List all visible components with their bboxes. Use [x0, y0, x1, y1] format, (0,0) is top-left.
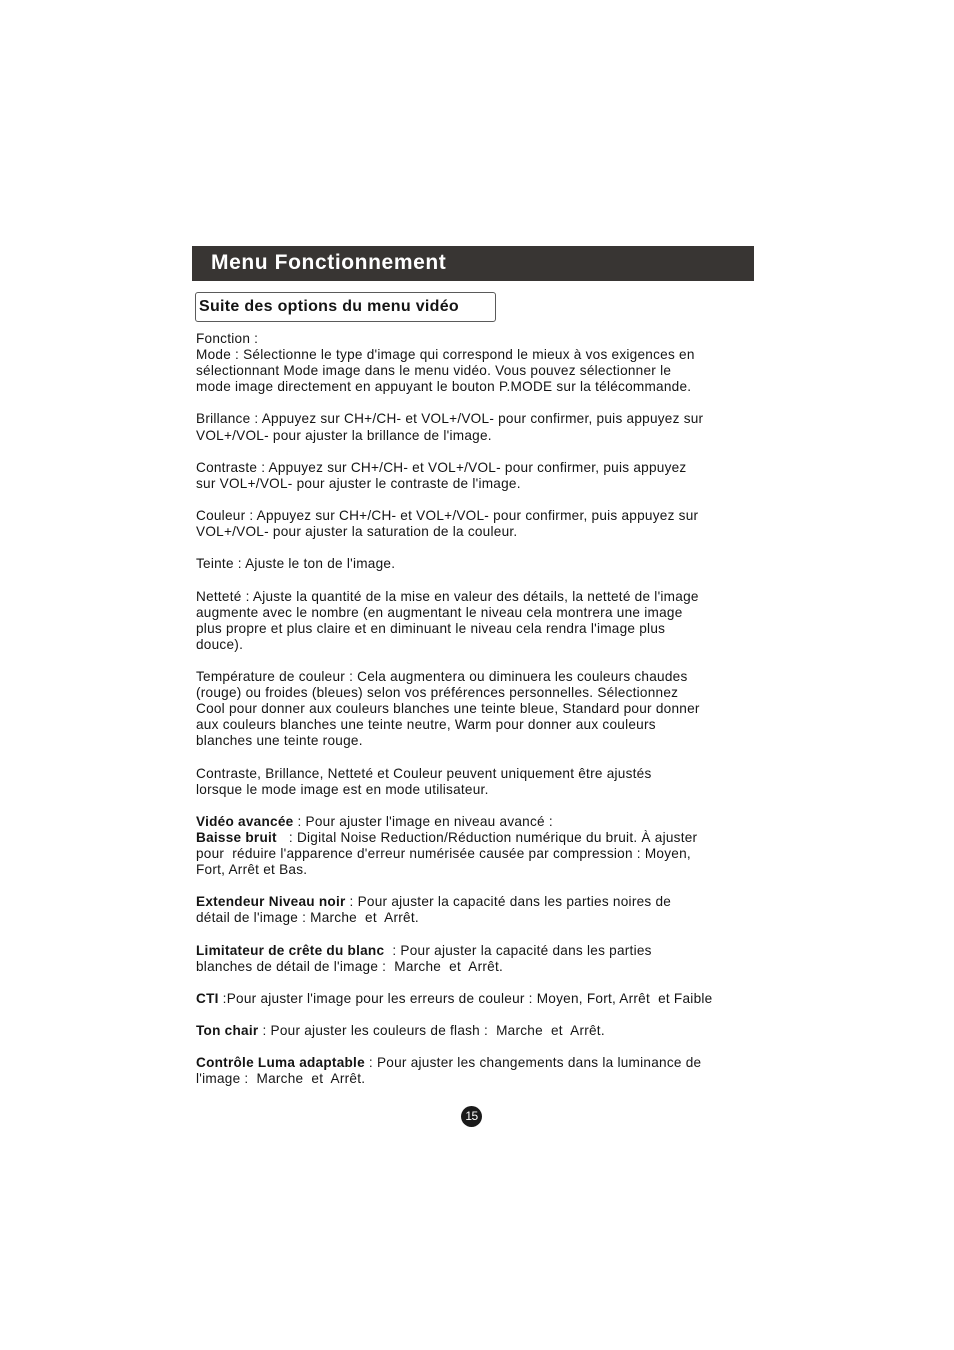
text-line: Fonction : — [196, 331, 259, 346]
paragraph-temperature — [196, 669, 771, 749]
section-header-bar — [192, 246, 754, 281]
text-line: Couleur : Appuyez sur CH+/CH- et VOL+/VOL- pour confirmer, puis appuyez sur — [196, 508, 699, 524]
text-line: Contraste, Brillance, Netteté et Couleur peuvent uniquement être ajustés — [196, 765, 652, 781]
text-line: pour réduire l'apparence d'erreur numérisée causée par compression : Moyen, — [196, 846, 691, 861]
page-number-badge: 15 — [461, 1106, 482, 1127]
text-line — [196, 943, 771, 959]
text-line: Contraste : Appuyez sur CH+/CH- et VOL+/VOL- pour confirmer, puis appuyez — [196, 459, 687, 475]
paragraph-teinte — [196, 556, 771, 572]
text-line: plus propre et plus claire et en diminuant le niveau cela rendra l'image plus — [196, 620, 666, 636]
text-line: (rouge) ou froides (bleues) selon vos préférences personnelles. Sélectionnez — [196, 685, 679, 701]
paragraph-nettete — [196, 589, 771, 653]
text-line — [196, 1055, 771, 1071]
text-line: douce). — [196, 636, 244, 652]
text-line: VOL+/VOL- pour ajuster la brillance de l'image. — [196, 427, 492, 443]
text-line: détail de l'image : Marche et Arrêt. — [196, 910, 419, 926]
term-video-avancee: Vidéo avancée — [196, 813, 294, 829]
text-line: augmente avec le nombre (en augmentant le niveau cela montrera une image — [196, 604, 683, 620]
term-controle-luma: Contrôle Luma adaptable — [196, 1055, 365, 1071]
paragraph-ton-chair — [196, 1023, 771, 1039]
text-line: mode image directement en appuyant le bouton P.MODE sur la télécommande. — [196, 379, 692, 395]
paragraph-video-avancee — [196, 814, 771, 878]
paragraph-luma — [196, 1055, 771, 1087]
text-line: Brillance : Appuyez sur CH+/CH- et VOL+/VOL- pour confirmer, puis appuyez sur — [196, 411, 704, 427]
section-title: Menu Fonctionnement — [211, 251, 447, 274]
text-line: VOL+/VOL- pour ajuster la saturation de la couleur. — [196, 524, 518, 540]
definition-text: : Pour ajuster les couleurs de flash : Marche et Arrêt. — [258, 1023, 605, 1039]
definition-text: : Pour ajuster l'image en niveau avancé : — [293, 813, 553, 829]
term-cti: CTI — [196, 990, 219, 1006]
paragraph-couleur — [196, 508, 771, 540]
text-line: sélectionnant Mode image dans le menu vidéo. Vous pouvez sélectionner le — [196, 363, 672, 379]
definition-text: : Digital Noise Reduction/Réduction numérique du bruit. À ajuster — [276, 829, 698, 845]
text-line: Fort, Arrêt et Bas. — [196, 862, 308, 878]
text-line: l'image : Marche et Arrêt. — [196, 1071, 366, 1087]
subsection-box — [195, 292, 496, 322]
text-line: sur VOL+/VOL- pour ajuster le contraste de l'image. — [196, 475, 521, 491]
content-body — [196, 331, 771, 1104]
term-limitateur-crete-blanc: Limitateur de crête du blanc — [196, 942, 385, 958]
text-line — [196, 894, 771, 910]
term-baisse-bruit: Baisse bruit — [196, 829, 277, 845]
text-line — [196, 830, 771, 846]
definition-text: :Pour ajuster l'image pour les erreurs de couleur : Moyen, Fort, Arrêt et Faible — [218, 990, 713, 1006]
subsection-title: Suite des options du menu vidéo — [199, 298, 459, 315]
term-ton-chair: Ton chair — [196, 1023, 259, 1039]
paragraph-extendeur-noir — [196, 894, 771, 926]
text-line: Mode : Sélectionne le type d'image qui correspond le mieux à vos exigences en — [196, 347, 695, 363]
text-line — [196, 814, 771, 830]
text-line: aux couleurs blanches une teinte neutre, Warm pour donner aux couleurs — [196, 717, 656, 733]
text-line: lorsque le mode image est en mode utilisateur. — [196, 781, 489, 797]
text-line — [196, 991, 771, 1007]
paragraph-note — [196, 766, 771, 798]
definition-text: : Pour ajuster la capacité dans les parties noires de — [345, 894, 672, 910]
text-line: Teinte : Ajuste le ton de l'image. — [196, 556, 396, 572]
text-line: blanches de détail de l'image : Marche et Arrêt. — [196, 958, 504, 974]
paragraph-mode — [196, 331, 771, 395]
text-line: blanches une teinte rouge. — [196, 733, 363, 749]
paragraph-limitateur-blanc — [196, 943, 771, 975]
term-extendeur-niveau-noir: Extendeur Niveau noir — [196, 894, 346, 910]
text-line: Netteté : Ajuste la quantité de la mise en valeur des détails, la netteté de l'image — [196, 588, 699, 604]
text-line — [196, 1023, 771, 1039]
paragraph-contraste — [196, 460, 771, 492]
text-line: Cool pour donner aux couleurs blanches une teinte bleue, Standard pour donner — [196, 701, 700, 717]
definition-text: : Pour ajuster les changements dans la luminance de — [364, 1055, 702, 1071]
paragraph-cti — [196, 991, 771, 1007]
definition-text: : Pour ajuster la capacité dans les parties — [384, 942, 652, 958]
paragraph-brillance — [196, 411, 771, 443]
text-line: Température de couleur : Cela augmentera ou diminuera les couleurs chaudes — [196, 668, 688, 684]
